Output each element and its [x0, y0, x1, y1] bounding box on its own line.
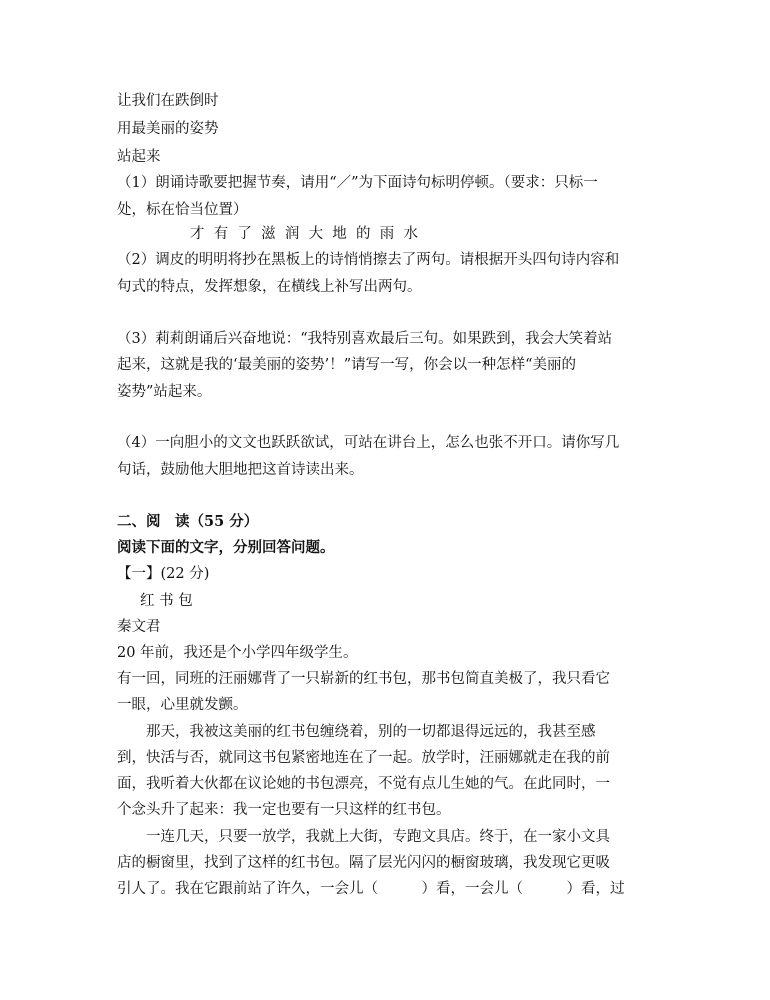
- question-3-text: 姿势”站起来。: [117, 384, 212, 400]
- question-2-text: 句式的特点，发挥想象，在横线上补写出两句。: [117, 279, 422, 295]
- article-line: 一眼，心里就发颤。: [117, 697, 248, 713]
- article-author: 秦文君: [117, 619, 161, 635]
- question-3-text: 起来，这就是我的‘最美丽的姿势’！”请写一写，你会以一种怎样“美丽的: [117, 357, 577, 373]
- poem-line: 站起来: [117, 149, 161, 165]
- article-line: 引人了。我在它跟前站了许久，一会儿（ ）看，一会儿（ ）看，过: [117, 881, 625, 897]
- section-instruction: 阅读下面的文字，分别回答问题。: [117, 539, 335, 556]
- article-title: 红 书 包: [140, 593, 193, 609]
- question-4-text: 句话，鼓励他大胆地把这首诗读出来。: [117, 462, 364, 478]
- verse-to-mark: 才 有 了 滋 润 大 地 的 雨 水: [190, 226, 418, 242]
- article-line: 一连几天，只要一放学，我就上大街，专跑文具店。终于，在一家小文具: [117, 829, 610, 845]
- article-line: 那天，我被这美丽的红书包缠绕着，别的一切都退得远远的，我甚至感: [117, 724, 596, 740]
- article-line: 个念头升了起来：我一定也要有一只这样的红书包。: [117, 802, 451, 818]
- part-heading: 【一】(22 分): [117, 566, 210, 582]
- question-1-text: （1）朗诵诗歌要把握节奏，请用“／”为下面诗句标明停顿。（要求：只标一: [117, 175, 598, 191]
- article-line: 有一回，同班的汪丽娜背了一只崭新的红书包，那书包简直美极了，我只看它: [117, 671, 610, 687]
- question-3-text: （3）莉莉朗诵后兴奋地说：“我特别喜欢最后三句。如果跌到，我会大笑着站: [117, 331, 613, 347]
- question-1-text: 处，标在恰当位置）: [117, 202, 248, 218]
- section-heading: 二、阅 读（55 分）: [117, 513, 259, 530]
- poem-line: 让我们在跌倒时: [117, 93, 219, 109]
- article-line: 20 年前，我还是个小学四年级学生。: [117, 645, 358, 661]
- article-line: 到，快活与否，就同这书包紧密地连在了一起。放学时，汪丽娜就走在我的前: [117, 750, 610, 766]
- poem-line: 用最美丽的姿势: [117, 121, 219, 137]
- article-line: 店的橱窗里，找到了这样的红书包。隔了层光闪闪的橱窗玻璃，我发现它更吸: [117, 855, 610, 871]
- question-2-text: （2）调皮的明明将抄在黑板上的诗悄悄擦去了两句。请根据开头四句诗内容和: [117, 252, 620, 268]
- question-4-text: （4）一向胆小的文文也跃跃欲试，可站在讲台上，怎么也张不开口。请你写几: [117, 435, 620, 451]
- article-line: 面，我听着大伙都在议论她的书包漂亮，不觉有点儿生她的气。在此同时，一: [117, 776, 610, 792]
